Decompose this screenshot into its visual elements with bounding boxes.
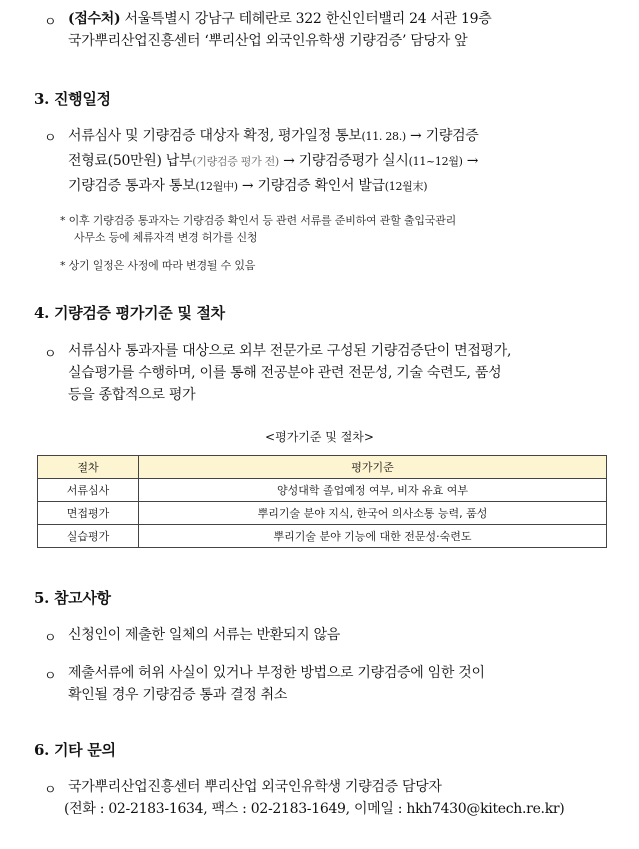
bullet-marker: ㅇ <box>44 15 57 30</box>
section-heading-schedule: 3. 진행일정 <box>34 90 111 108</box>
note-change-text: * 상기 일정은 사정에 따라 변경될 수 있음 <box>60 259 256 272</box>
table-caption: <평가기준 및 절차> <box>265 430 374 444</box>
criteria-table <box>37 455 607 548</box>
table-cell: 면접평가 <box>38 502 139 525</box>
schedule-l2a: 전형료(50만원) 납부 <box>68 153 193 169</box>
schedule-l2d: (11~12월) <box>408 155 463 168</box>
submission-address-text <box>68 8 609 52</box>
bullet-marker: ㅇ <box>44 347 57 362</box>
table-cell: 서류심사 <box>38 479 139 502</box>
criteria-text <box>68 340 609 406</box>
schedule-l1a: 서류심사 및 기량검증 대상자 확정, 평가일정 통보 <box>68 128 362 144</box>
bullet-marker: ㅇ <box>44 131 57 146</box>
table-row <box>38 479 607 502</box>
criteria-line1: 서류심사 통과자를 대상으로 외부 전문가로 구성된 기량검증단이 면접평가, <box>68 343 512 359</box>
schedule-l3d: (12월末) <box>384 180 428 193</box>
schedule-l3c: → 기량검증 확인서 발급 <box>237 178 385 194</box>
schedule-l1b: (11. 28.) <box>361 130 406 143</box>
submission-label: (접수처) <box>68 11 121 27</box>
schedule-note-visa <box>60 212 609 246</box>
bullet-marker: ㅇ <box>44 631 57 646</box>
notes-item2-line1: 제출서류에 허위 사실이 있거나 부정한 방법으로 기량검증에 임한 것이 <box>68 665 485 681</box>
schedule-text <box>68 124 609 199</box>
table-row <box>38 502 607 525</box>
contact-line1: 국가뿌리산업진흥센터 뿌리산업 외국인유학생 기량검증 담당자 <box>68 779 442 795</box>
table-row <box>38 525 607 548</box>
schedule-l3b: (12월中) <box>195 180 238 193</box>
notes-item-fraud-text <box>68 662 609 706</box>
schedule-l2b: (기량검증 평가 전) <box>192 155 279 168</box>
bullet-marker: ㅇ <box>44 783 57 798</box>
table-cell: 양성대학 졸업예정 여부, 비자 유효 여부 <box>139 479 607 502</box>
schedule-note-change <box>60 257 609 274</box>
schedule-l2e: → <box>462 153 479 169</box>
table-header-row <box>38 456 607 479</box>
criteria-line2: 실습평가를 수행하며, 이를 통해 전공분야 관련 전문성, 기술 숙련도, 품성 <box>68 365 502 381</box>
submission-address-line2: 국가뿌리산업진흥센터 ‘뿌리산업 외국인유학생 기량검증’ 담당자 앞 <box>68 33 468 49</box>
criteria-line3: 등을 종합적으로 평가 <box>68 387 196 403</box>
notes-item2-line2: 확인될 경우 기량검증 통과 결정 취소 <box>68 687 288 703</box>
contact-text <box>64 776 619 820</box>
notes-item-return-text <box>68 624 609 646</box>
submission-address-line1: 서울특별시 강남구 테헤란로 322 한신인터밸리 24 서관 19층 <box>120 11 492 27</box>
schedule-l3a: 기량검증 통과자 통보 <box>68 178 196 194</box>
note-visa-line1: * 이후 기량검증 통과자는 기량검증 확인서 등 관련 서류를 준비하여 관할 출입국관리 <box>60 214 457 227</box>
contact-line2: (전화 : 02-2183-1634, 팩스 : 02-2183-1649, 이메일 : hkh7430@kitech.re.kr) <box>64 801 565 817</box>
note-visa-line2: 사무소 등에 체류자격 변경 허가를 신청 <box>74 231 258 244</box>
schedule-l1c: → 기량검증 <box>405 128 479 144</box>
notes-item1-line: 신청인이 제출한 일체의 서류는 반환되지 않음 <box>68 627 341 643</box>
table-header-cell: 절차 <box>38 456 139 479</box>
section-heading-notes: 5. 참고사항 <box>34 589 111 607</box>
schedule-l2c: → 기량검증평가 실시 <box>278 153 409 169</box>
section-heading-contact: 6. 기타 문의 <box>34 741 116 759</box>
table-cell: 뿌리기술 분야 지식, 한국어 의사소통 능력, 품성 <box>139 502 607 525</box>
table-cell: 실습평가 <box>38 525 139 548</box>
section-heading-criteria: 4. 기량검증 평가기준 및 절차 <box>34 304 225 322</box>
table-header-cell: 평가기준 <box>139 456 607 479</box>
bullet-marker: ㅇ <box>44 669 57 684</box>
table-cell: 뿌리기술 분야 기능에 대한 전문성·숙련도 <box>139 525 607 548</box>
